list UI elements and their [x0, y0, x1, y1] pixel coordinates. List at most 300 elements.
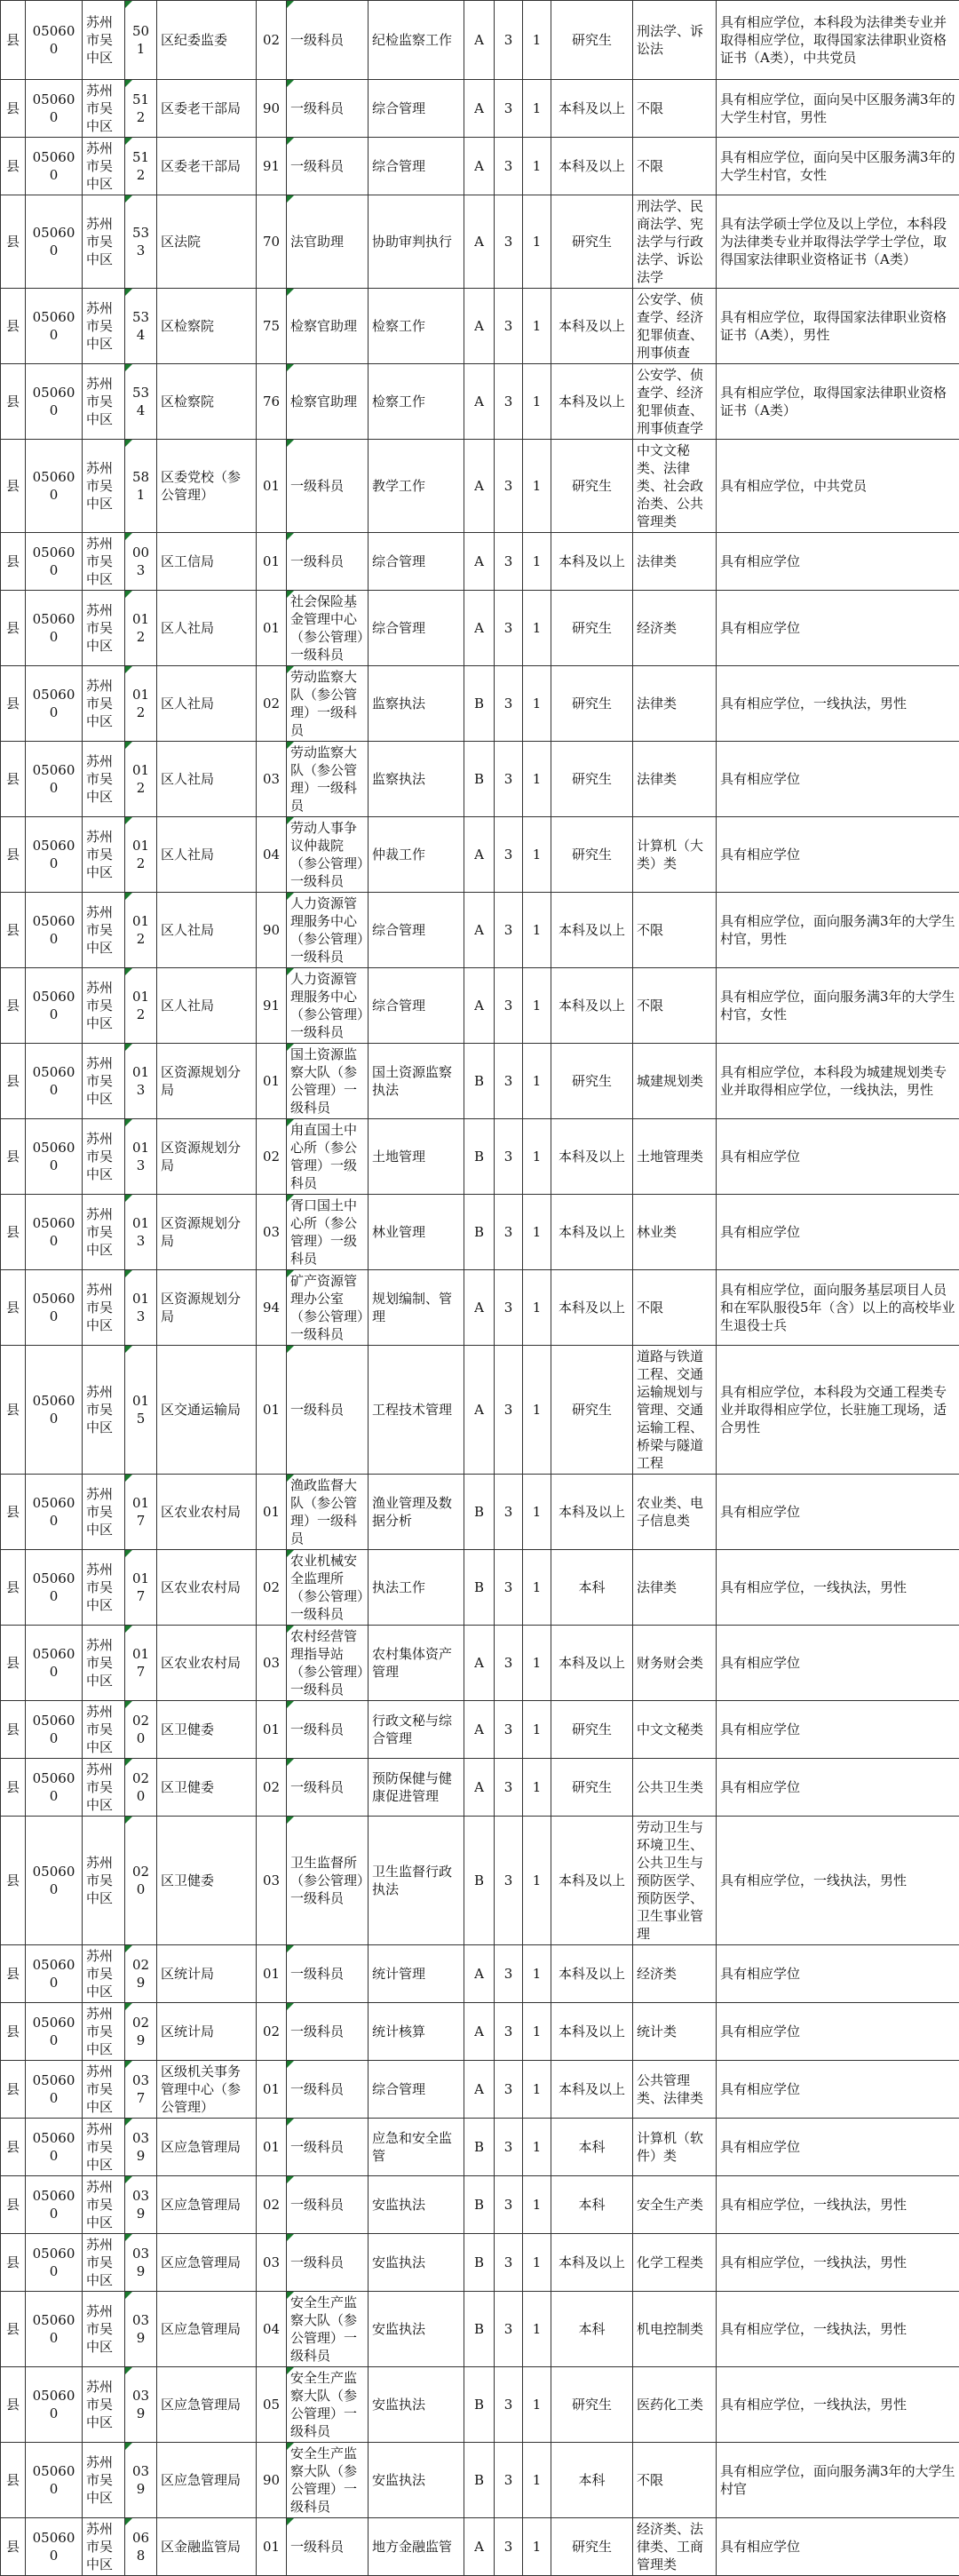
category-cell: A: [464, 1270, 495, 1346]
city-cell: 苏州市吴中区: [83, 1550, 125, 1626]
category-cell: A: [464, 289, 495, 364]
table-row: [1, 1044, 959, 1119]
level-cell: 县: [1, 289, 26, 364]
position-name-cell: 一级科员: [287, 533, 369, 591]
dept-code-cell: 013: [125, 1119, 157, 1195]
position-name-cell: 农村经营管理指导站（参公管理）一级科员: [287, 1626, 369, 1701]
ratio-cell: 3: [495, 364, 523, 440]
education-cell: 本科及以上: [551, 2003, 633, 2061]
table-row: [1, 440, 959, 533]
quota-cell: 1: [523, 591, 551, 666]
category-cell: A: [464, 968, 495, 1044]
ratio-cell: 3: [495, 2518, 523, 2576]
ratio-cell: 3: [495, 666, 523, 742]
major-cell: 医药化工类: [633, 2367, 717, 2443]
code-cell: 050600: [26, 1346, 83, 1475]
level-cell: 县: [1, 1759, 26, 1817]
job-duty-cell: 安监执法: [369, 2367, 464, 2443]
education-cell: 研究生: [551, 440, 633, 533]
position-name-cell: 胥口国土中心所（参公管理）一级科员: [287, 1195, 369, 1270]
city-cell: 苏州市吴中区: [83, 533, 125, 591]
position-name-cell: 矿产资源管理办公室（参公管理）一级科员: [287, 1270, 369, 1346]
education-cell: 研究生: [551, 742, 633, 817]
education-cell: 本科及以上: [551, 1626, 633, 1701]
code-cell: 050600: [26, 2292, 83, 2367]
category-cell: B: [464, 1475, 495, 1550]
education-cell: 本科及以上: [551, 533, 633, 591]
code-cell: 050600: [26, 533, 83, 591]
category-cell: A: [464, 1945, 495, 2003]
education-cell: 本科及以上: [551, 138, 633, 195]
city-cell: 苏州市吴中区: [83, 2234, 125, 2292]
dept-code-cell: 013: [125, 1195, 157, 1270]
major-cell: 统计类: [633, 2003, 717, 2061]
city-cell: 苏州市吴中区: [83, 817, 125, 893]
dept-name-cell: 区应急管理局: [157, 2443, 257, 2518]
table-row: [1, 666, 959, 742]
dept-code-cell: 039: [125, 2119, 157, 2176]
dept-name-cell: 区委老干部局: [157, 138, 257, 195]
job-duty-cell: 仲裁工作: [369, 817, 464, 893]
major-cell: 中文文秘类: [633, 1701, 717, 1759]
education-cell: 研究生: [551, 1346, 633, 1475]
city-cell: 苏州市吴中区: [83, 1759, 125, 1817]
table-row: [1, 2234, 959, 2292]
code-cell: 050600: [26, 138, 83, 195]
table-row: [1, 195, 959, 289]
job-duty-cell: 预防保健与健康促进管理: [369, 1759, 464, 1817]
position-code-cell: 76: [257, 364, 287, 440]
major-cell: 法律类: [633, 742, 717, 817]
dept-name-cell: 区人社局: [157, 591, 257, 666]
ratio-cell: 3: [495, 1550, 523, 1626]
requirement-cell: 具有相应学位，面向服务满3年的大学生村官，男性: [717, 893, 959, 968]
job-duty-cell: 林业管理: [369, 1195, 464, 1270]
city-cell: 苏州市吴中区: [83, 1119, 125, 1195]
table-row: [1, 1195, 959, 1270]
city-cell: 苏州市吴中区: [83, 440, 125, 533]
quota-cell: 1: [523, 2367, 551, 2443]
major-cell: 不限: [633, 2443, 717, 2518]
requirement-cell: 具有相应学位: [717, 533, 959, 591]
dept-code-cell: 534: [125, 289, 157, 364]
dept-code-cell: 003: [125, 533, 157, 591]
category-cell: B: [464, 2119, 495, 2176]
quota-cell: 1: [523, 2443, 551, 2518]
position-name-cell: 社会保险基金管理中心（参公管理）一级科员: [287, 591, 369, 666]
level-cell: 县: [1, 195, 26, 289]
job-duty-cell: 监察执法: [369, 666, 464, 742]
dept-code-cell: 013: [125, 1044, 157, 1119]
education-cell: 本科: [551, 2119, 633, 2176]
quota-cell: 1: [523, 533, 551, 591]
quota-cell: 1: [523, 1044, 551, 1119]
requirement-cell: 具有相应学位，一线执法，男性: [717, 2292, 959, 2367]
major-cell: 农业类、电子信息类: [633, 1475, 717, 1550]
dept-code-cell: 015: [125, 1346, 157, 1475]
requirement-cell: 具有相应学位: [717, 591, 959, 666]
level-cell: 县: [1, 440, 26, 533]
education-cell: 研究生: [551, 817, 633, 893]
position-name-cell: 一级科员: [287, 2234, 369, 2292]
table-row: [1, 591, 959, 666]
dept-code-cell: 512: [125, 80, 157, 138]
level-cell: 县: [1, 1550, 26, 1626]
code-cell: 050600: [26, 195, 83, 289]
major-cell: 法律类: [633, 1550, 717, 1626]
dept-code-cell: 037: [125, 2061, 157, 2119]
code-cell: 050600: [26, 742, 83, 817]
dept-code-cell: 039: [125, 2367, 157, 2443]
job-duty-cell: 安监执法: [369, 2292, 464, 2367]
ratio-cell: 3: [495, 533, 523, 591]
job-duty-cell: 执法工作: [369, 1550, 464, 1626]
quota-cell: 1: [523, 1475, 551, 1550]
education-cell: 本科及以上: [551, 80, 633, 138]
city-cell: 苏州市吴中区: [83, 968, 125, 1044]
ratio-cell: 3: [495, 289, 523, 364]
position-code-cell: 02: [257, 2176, 287, 2234]
level-cell: 县: [1, 2234, 26, 2292]
position-code-cell: 03: [257, 1626, 287, 1701]
quota-cell: 1: [523, 1701, 551, 1759]
dept-name-cell: 区检察院: [157, 289, 257, 364]
dept-code-cell: 501: [125, 1, 157, 80]
city-cell: 苏州市吴中区: [83, 1, 125, 80]
table-row: [1, 1, 959, 80]
dept-name-cell: 区委老干部局: [157, 80, 257, 138]
ratio-cell: 3: [495, 2367, 523, 2443]
major-cell: 公安学、侦查学、经济犯罪侦查、刑事侦查学: [633, 364, 717, 440]
job-duty-cell: 综合管理: [369, 2061, 464, 2119]
quota-cell: 1: [523, 440, 551, 533]
level-cell: 县: [1, 817, 26, 893]
dept-code-cell: 020: [125, 1759, 157, 1817]
education-cell: 本科及以上: [551, 893, 633, 968]
code-cell: 050600: [26, 2003, 83, 2061]
code-cell: 050600: [26, 2234, 83, 2292]
category-cell: A: [464, 893, 495, 968]
city-cell: 苏州市吴中区: [83, 2119, 125, 2176]
position-code-cell: 02: [257, 1, 287, 80]
table-row: [1, 1759, 959, 1817]
level-cell: 县: [1, 1817, 26, 1945]
dept-name-cell: 区法院: [157, 195, 257, 289]
education-cell: 本科及以上: [551, 1270, 633, 1346]
ratio-cell: 3: [495, 1346, 523, 1475]
dept-code-cell: 029: [125, 2003, 157, 2061]
dept-name-cell: 区级机关事务管理中心（参公管理）: [157, 2061, 257, 2119]
table-row: [1, 1119, 959, 1195]
level-cell: 县: [1, 1195, 26, 1270]
quota-cell: 1: [523, 742, 551, 817]
table-row: [1, 2443, 959, 2518]
code-cell: 050600: [26, 2061, 83, 2119]
major-cell: 公共管理类、法律类: [633, 2061, 717, 2119]
level-cell: 县: [1, 1, 26, 80]
requirement-cell: 具有相应学位: [717, 1195, 959, 1270]
position-code-cell: 03: [257, 1817, 287, 1945]
category-cell: B: [464, 2234, 495, 2292]
job-duty-cell: 检察工作: [369, 289, 464, 364]
ratio-cell: 3: [495, 2119, 523, 2176]
job-duty-cell: 监察执法: [369, 742, 464, 817]
city-cell: 苏州市吴中区: [83, 2003, 125, 2061]
quota-cell: 1: [523, 1119, 551, 1195]
dept-name-cell: 区人社局: [157, 893, 257, 968]
ratio-cell: 3: [495, 742, 523, 817]
dept-code-cell: 020: [125, 1701, 157, 1759]
position-name-cell: 一级科员: [287, 440, 369, 533]
dept-name-cell: 区纪委监委: [157, 1, 257, 80]
requirement-cell: 具有相应学位: [717, 1626, 959, 1701]
position-name-cell: 人力资源管理服务中心（参公管理）一级科员: [287, 968, 369, 1044]
requirement-cell: 具有相应学位，一线执法，男性: [717, 2176, 959, 2234]
education-cell: 研究生: [551, 1, 633, 80]
dept-name-cell: 区资源规划分局: [157, 1119, 257, 1195]
category-cell: A: [464, 138, 495, 195]
city-cell: 苏州市吴中区: [83, 893, 125, 968]
category-cell: A: [464, 364, 495, 440]
major-cell: 不限: [633, 893, 717, 968]
major-cell: 土地管理类: [633, 1119, 717, 1195]
position-name-cell: 卫生监督所（参公管理）一级科员: [287, 1817, 369, 1945]
position-code-cell: 02: [257, 2003, 287, 2061]
category-cell: B: [464, 1817, 495, 1945]
position-code-cell: 01: [257, 1475, 287, 1550]
code-cell: 050600: [26, 1945, 83, 2003]
code-cell: 050600: [26, 666, 83, 742]
requirement-cell: 具有相应学位: [717, 1759, 959, 1817]
city-cell: 苏州市吴中区: [83, 1475, 125, 1550]
position-code-cell: 01: [257, 533, 287, 591]
code-cell: 050600: [26, 2443, 83, 2518]
code-cell: 050600: [26, 1701, 83, 1759]
position-code-cell: 03: [257, 2234, 287, 2292]
position-name-cell: 劳动监察大队（参公管理）一级科员: [287, 742, 369, 817]
ratio-cell: 3: [495, 138, 523, 195]
position-code-cell: 01: [257, 1346, 287, 1475]
position-code-cell: 01: [257, 1945, 287, 2003]
position-name-cell: 农业机械安全监理所（参公管理）一级科员: [287, 1550, 369, 1626]
requirement-cell: 具有相应学位，一线执法，男性: [717, 2367, 959, 2443]
position-name-cell: 检察官助理: [287, 364, 369, 440]
ratio-cell: 3: [495, 2061, 523, 2119]
position-code-cell: 90: [257, 80, 287, 138]
dept-code-cell: 039: [125, 2292, 157, 2367]
requirement-cell: 具有相应学位: [717, 1475, 959, 1550]
code-cell: 050600: [26, 893, 83, 968]
table-row: [1, 2119, 959, 2176]
table-row: [1, 742, 959, 817]
job-duty-cell: 农村集体资产管理: [369, 1626, 464, 1701]
requirement-cell: 具有相应学位，面向服务满3年的大学生村官: [717, 2443, 959, 2518]
level-cell: 县: [1, 364, 26, 440]
level-cell: 县: [1, 2443, 26, 2518]
position-name-cell: 安全生产监察大队（参公管理）一级科员: [287, 2367, 369, 2443]
job-duty-cell: 纪检监察工作: [369, 1, 464, 80]
level-cell: 县: [1, 1945, 26, 2003]
quota-cell: 1: [523, 1550, 551, 1626]
ratio-cell: 3: [495, 1945, 523, 2003]
requirement-cell: 具有相应学位: [717, 1945, 959, 2003]
quota-cell: 1: [523, 1945, 551, 2003]
category-cell: B: [464, 2176, 495, 2234]
code-cell: 050600: [26, 1759, 83, 1817]
category-cell: B: [464, 1550, 495, 1626]
code-cell: 050600: [26, 2119, 83, 2176]
level-cell: 县: [1, 1626, 26, 1701]
position-name-cell: 一级科员: [287, 80, 369, 138]
job-duty-cell: 安监执法: [369, 2234, 464, 2292]
dept-name-cell: 区应急管理局: [157, 2234, 257, 2292]
position-code-cell: 70: [257, 195, 287, 289]
code-cell: 050600: [26, 1475, 83, 1550]
level-cell: 县: [1, 1270, 26, 1346]
dept-name-cell: 区工信局: [157, 533, 257, 591]
dept-code-cell: 020: [125, 1817, 157, 1945]
job-duty-cell: 行政文秘与综合管理: [369, 1701, 464, 1759]
ratio-cell: 3: [495, 1195, 523, 1270]
position-code-cell: 94: [257, 1270, 287, 1346]
position-code-cell: 02: [257, 666, 287, 742]
quota-cell: 1: [523, 1195, 551, 1270]
table-row: [1, 2367, 959, 2443]
position-code-cell: 03: [257, 742, 287, 817]
major-cell: 不限: [633, 1270, 717, 1346]
position-name-cell: 劳动人事争议仲裁院（参公管理）一级科员: [287, 817, 369, 893]
city-cell: 苏州市吴中区: [83, 666, 125, 742]
code-cell: 050600: [26, 1044, 83, 1119]
job-duty-cell: 协助审判执行: [369, 195, 464, 289]
major-cell: 计算机（大类）类: [633, 817, 717, 893]
level-cell: 县: [1, 2176, 26, 2234]
level-cell: 县: [1, 2061, 26, 2119]
quota-cell: 1: [523, 2518, 551, 2576]
education-cell: 本科及以上: [551, 2061, 633, 2119]
job-duty-cell: 地方金融监管: [369, 2518, 464, 2576]
position-name-cell: 一级科员: [287, 1346, 369, 1475]
category-cell: A: [464, 591, 495, 666]
ratio-cell: 3: [495, 1701, 523, 1759]
table-row: [1, 893, 959, 968]
category-cell: A: [464, 440, 495, 533]
major-cell: 经济类、法律类、工商管理类: [633, 2518, 717, 2576]
education-cell: 本科及以上: [551, 1195, 633, 1270]
city-cell: 苏州市吴中区: [83, 2443, 125, 2518]
dept-name-cell: 区应急管理局: [157, 2367, 257, 2443]
code-cell: 050600: [26, 2367, 83, 2443]
major-cell: 中文文秘类、法律类、社会政治类、公共管理类: [633, 440, 717, 533]
dept-name-cell: 区应急管理局: [157, 2292, 257, 2367]
education-cell: 本科及以上: [551, 1945, 633, 2003]
requirement-cell: 具有法学硕士学位及以上学位，本科段为法律类专业并取得法学学士学位，取得国家法律职业资格证书（A类）: [717, 195, 959, 289]
category-cell: A: [464, 2518, 495, 2576]
ratio-cell: 3: [495, 2292, 523, 2367]
table-row: [1, 289, 959, 364]
ratio-cell: 3: [495, 1759, 523, 1817]
table-row: [1, 533, 959, 591]
job-duty-cell: 土地管理: [369, 1119, 464, 1195]
dept-name-cell: 区人社局: [157, 666, 257, 742]
job-duty-cell: 综合管理: [369, 533, 464, 591]
requirement-cell: 具有相应学位，中共党员: [717, 440, 959, 533]
position-code-cell: 01: [257, 440, 287, 533]
quota-cell: 1: [523, 2234, 551, 2292]
job-duty-cell: 检察工作: [369, 364, 464, 440]
quota-cell: 1: [523, 666, 551, 742]
city-cell: 苏州市吴中区: [83, 2176, 125, 2234]
category-cell: B: [464, 666, 495, 742]
table-row: [1, 138, 959, 195]
major-cell: 劳动卫生与环境卫生、公共卫生与预防医学、预防医学、卫生事业管理: [633, 1817, 717, 1945]
position-code-cell: 01: [257, 2061, 287, 2119]
code-cell: 050600: [26, 1270, 83, 1346]
city-cell: 苏州市吴中区: [83, 2061, 125, 2119]
major-cell: 法律类: [633, 666, 717, 742]
requirement-cell: 具有相应学位，本科段为城建规划类专业并取得相应学位，一线执法，男性: [717, 1044, 959, 1119]
dept-name-cell: 区委党校（参公管理）: [157, 440, 257, 533]
education-cell: 研究生: [551, 195, 633, 289]
requirement-cell: 具有相应学位，一线执法，男性: [717, 1817, 959, 1945]
table-row: [1, 1550, 959, 1626]
education-cell: 本科及以上: [551, 364, 633, 440]
city-cell: 苏州市吴中区: [83, 1945, 125, 2003]
city-cell: 苏州市吴中区: [83, 1817, 125, 1945]
position-code-cell: 01: [257, 591, 287, 666]
job-duty-cell: 综合管理: [369, 138, 464, 195]
requirement-cell: 具有相应学位，一线执法，男性: [717, 666, 959, 742]
requirement-cell: 具有相应学位，一线执法，男性: [717, 1550, 959, 1626]
quota-cell: 1: [523, 1270, 551, 1346]
position-code-cell: 01: [257, 1701, 287, 1759]
job-duty-cell: 卫生监督行政执法: [369, 1817, 464, 1945]
dept-name-cell: 区卫健委: [157, 1701, 257, 1759]
dept-name-cell: 区人社局: [157, 968, 257, 1044]
major-cell: 计算机（软件）类: [633, 2119, 717, 2176]
job-duty-cell: 国土资源监察执法: [369, 1044, 464, 1119]
dept-name-cell: 区金融监管局: [157, 2518, 257, 2576]
dept-name-cell: 区农业农村局: [157, 1475, 257, 1550]
quota-cell: 1: [523, 1346, 551, 1475]
category-cell: A: [464, 1626, 495, 1701]
position-code-cell: 04: [257, 817, 287, 893]
dept-code-cell: 534: [125, 364, 157, 440]
level-cell: 县: [1, 2367, 26, 2443]
level-cell: 县: [1, 2119, 26, 2176]
requirement-cell: 具有相应学位，取得国家法律职业资格证书（A类）: [717, 364, 959, 440]
major-cell: 公共卫生类: [633, 1759, 717, 1817]
education-cell: 本科及以上: [551, 1119, 633, 1195]
city-cell: 苏州市吴中区: [83, 742, 125, 817]
ratio-cell: 3: [495, 968, 523, 1044]
education-cell: 研究生: [551, 1701, 633, 1759]
city-cell: 苏州市吴中区: [83, 1701, 125, 1759]
ratio-cell: 3: [495, 591, 523, 666]
ratio-cell: 3: [495, 893, 523, 968]
dept-name-cell: 区资源规划分局: [157, 1044, 257, 1119]
dept-name-cell: 区资源规划分局: [157, 1195, 257, 1270]
requirement-cell: 具有相应学位，面向吴中区服务满3年的大学生村官，男性: [717, 80, 959, 138]
major-cell: 不限: [633, 138, 717, 195]
city-cell: 苏州市吴中区: [83, 138, 125, 195]
category-cell: A: [464, 1759, 495, 1817]
city-cell: 苏州市吴中区: [83, 1270, 125, 1346]
major-cell: 不限: [633, 80, 717, 138]
position-code-cell: 75: [257, 289, 287, 364]
level-cell: 县: [1, 1346, 26, 1475]
quota-cell: 1: [523, 2061, 551, 2119]
